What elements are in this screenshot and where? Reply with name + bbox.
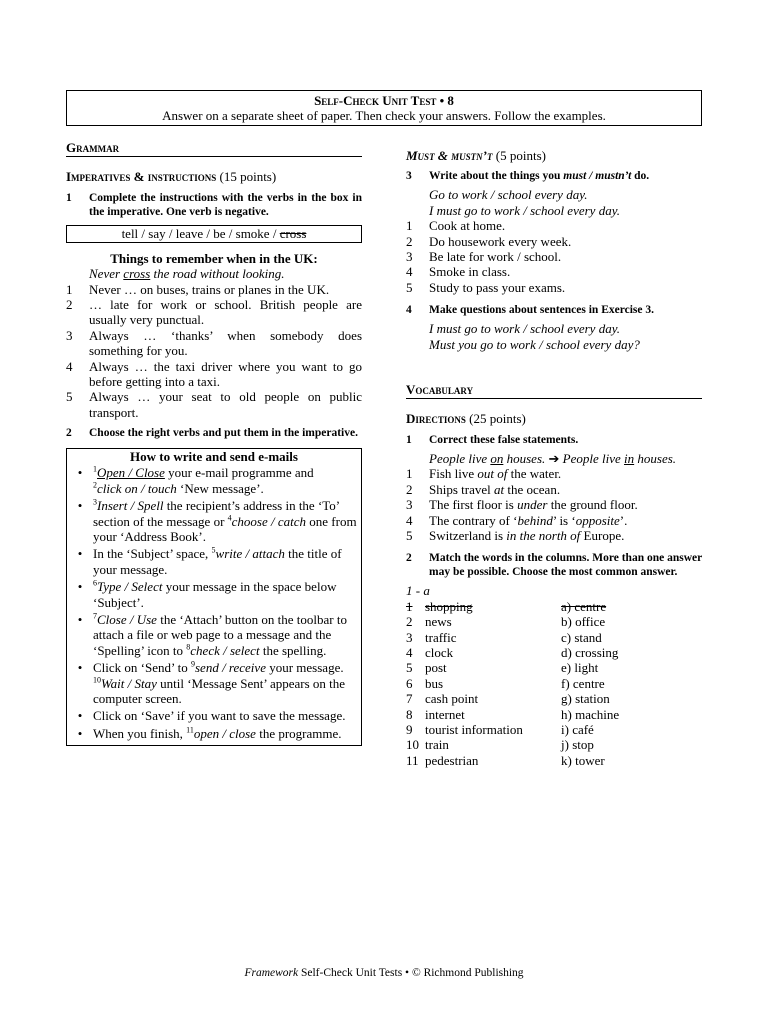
text: your message in the space below ‘Subject’. (93, 579, 337, 610)
text: Fish live (429, 466, 478, 482)
right-word: f) centre (561, 675, 605, 691)
right-word: e) light (561, 660, 599, 676)
exercise-number: 2 (66, 427, 72, 440)
bullet-icon: • (77, 465, 83, 481)
list-item (406, 482, 702, 497)
instruction-text: Complete the instructions with the verbs in the box in the imperative. One verb is negative. (89, 191, 362, 218)
example-line: Must you go to work / school every day? (429, 336, 640, 352)
example-answer: Open / Close (97, 465, 165, 481)
vocab-exercise-2-instruction (406, 551, 702, 579)
text: In the ‘Subject’ space, (93, 546, 212, 562)
gap-number: 6 (93, 578, 97, 588)
test-instructions: Answer on a separate sheet of paper. Then check your answers. Follow the examples. (162, 108, 606, 123)
match-row (406, 753, 702, 768)
directions-title: Directions (406, 411, 466, 427)
must-heading (406, 148, 702, 163)
instruction-text: Correct these false statements. (429, 433, 579, 446)
left-word: cash point (425, 691, 479, 707)
left-column (66, 140, 362, 746)
bullet-item (67, 708, 361, 723)
text: Ships travel (429, 481, 494, 497)
item-text: Study to pass your exams. (429, 279, 566, 295)
list-item (66, 297, 362, 328)
bullet-text (93, 708, 361, 723)
match-row (406, 660, 702, 675)
exercise-number: 3 (406, 170, 412, 183)
gap-number: 7 (93, 611, 97, 621)
match-row (406, 676, 702, 691)
right-word: j) stop (561, 737, 594, 753)
bullet-icon: • (77, 725, 83, 741)
text: at (494, 481, 505, 497)
exercise-1-instruction (66, 191, 362, 219)
text: your message. (265, 660, 344, 676)
text: ’ is ‘ (552, 512, 576, 528)
bullet-text (93, 726, 361, 741)
left-word: shopping (425, 598, 473, 614)
text: When you finish, (93, 725, 187, 741)
choice: send / receive (194, 660, 266, 676)
gap-number: 4 (227, 513, 232, 523)
text: behind (517, 512, 553, 528)
text: Click on ‘Save’ if you want to save the message. (93, 708, 346, 724)
text: The first floor is (429, 497, 518, 513)
bullet-item (67, 579, 361, 610)
instruction-text (429, 169, 702, 183)
exercise-2-instruction (66, 426, 362, 440)
list-item (66, 359, 362, 390)
item-text (429, 528, 702, 543)
verb-list: tell / say / leave / be / smoke / (121, 225, 280, 241)
text: your e-mail programme and (164, 465, 314, 481)
choice: check / select (190, 642, 260, 658)
row-number: 9 (406, 721, 413, 737)
example-line (406, 451, 702, 466)
match-row (406, 645, 702, 660)
right-word: g) station (561, 691, 610, 707)
example-line: I must go to work / school every day. (429, 202, 620, 218)
row-number: 1 (406, 598, 413, 614)
test-title: Self-Check Unit Test • 8 (314, 93, 454, 108)
text: opposite (575, 512, 620, 528)
text: ’. (619, 512, 628, 528)
left-word: train (425, 737, 449, 753)
row-number: 6 (406, 675, 413, 691)
text: do. (631, 170, 650, 183)
match-row (406, 691, 702, 706)
bullet-icon: • (77, 498, 83, 514)
match-row (406, 737, 702, 752)
bullet-item (67, 498, 361, 544)
text: Write about the things you (429, 170, 564, 183)
header-box (66, 90, 702, 126)
list-item (406, 466, 702, 481)
item-text: Always … your seat to old people on public transport. (89, 389, 362, 420)
list-item (406, 234, 702, 249)
instruction-text: Make questions about sentences in Exercise 3. (429, 304, 654, 317)
list-item (406, 218, 702, 233)
row-number: 10 (406, 737, 419, 753)
arrow-icon: ➔ (545, 450, 563, 466)
bullet-item (67, 660, 361, 706)
footer (0, 966, 768, 981)
match-rows (406, 614, 702, 768)
left-word: news (425, 614, 452, 630)
item-number: 5 (406, 279, 413, 295)
left-word: traffic (425, 629, 457, 645)
choice: choose / catch (231, 513, 307, 529)
choice: click on / touch (97, 480, 177, 496)
right-word: i) café (561, 721, 594, 737)
right-word: b) office (561, 614, 606, 630)
item-text: Do housework every week. (429, 233, 572, 249)
match-row (406, 707, 702, 722)
right-column (406, 148, 702, 768)
text: People live (562, 450, 625, 466)
text: the ‘Attach’ button on the toolbar to attach a file or web page to a message and the ‘Spelling’ icon to (93, 611, 347, 658)
left-word: bus (425, 675, 444, 691)
vocabulary-heading: Vocabulary (406, 382, 702, 399)
item-number: 3 (406, 497, 413, 513)
text: the ground floor. (547, 497, 638, 513)
bullet-icon: • (77, 611, 83, 627)
choice: Wait / Stay (101, 675, 157, 691)
email-box-title: How to write and send e-mails (130, 449, 298, 465)
list-item (406, 528, 702, 543)
text: houses. (503, 450, 546, 466)
item-text (429, 466, 702, 481)
left-word: pedestrian (425, 752, 479, 768)
things-to-remember-title: Things to remember when in the UK: (110, 250, 318, 266)
left-word: clock (425, 644, 454, 660)
directions-heading (406, 411, 702, 426)
item-text: Be late for work / school. (429, 249, 562, 265)
item-number: 4 (66, 358, 73, 374)
row-number: 4 (406, 644, 413, 660)
text: The contrary of ‘ (429, 512, 518, 528)
choice: Close / Use (97, 611, 157, 627)
row-number: 7 (406, 691, 413, 707)
row-number: 5 (406, 660, 413, 676)
item-text: Cook at home. (429, 218, 506, 234)
gap-number: 9 (190, 659, 195, 669)
example-text: the road without looking. (150, 266, 285, 282)
text: the spelling. (259, 642, 327, 658)
bullet-text (93, 579, 361, 610)
right-word: a) centre (561, 598, 607, 614)
item-number: 1 (406, 466, 413, 482)
item-number: 5 (66, 389, 73, 405)
bullet-text (93, 498, 361, 544)
exercise-number: 2 (406, 552, 412, 565)
item-number: 1 (406, 218, 413, 234)
example-text: Never (89, 266, 124, 282)
grammar-heading: Grammar (66, 140, 362, 157)
bullet-icon: • (77, 546, 83, 562)
bullet-item (67, 726, 361, 741)
example-underlined: cross (123, 266, 151, 282)
vocab-exercise-1-instruction (406, 433, 702, 447)
exercise-1-example (66, 266, 362, 281)
match-example: 1 - a (406, 583, 430, 599)
footer-text: Self-Check Unit Tests • © Richmond Publishing (298, 967, 524, 979)
item-text (429, 513, 702, 528)
match-row (406, 630, 702, 645)
text: People live (429, 450, 491, 466)
item-text: Always … ‘thanks’ when somebody does something for you. (89, 327, 362, 359)
text: ‘New message’. (176, 480, 264, 496)
item-text: Never … on buses, trains or planes in the UK. (89, 281, 330, 297)
bullet-text (93, 612, 361, 658)
text: Switzerland is (429, 527, 507, 543)
left-word: tourist information (425, 721, 523, 737)
bullet-icon: • (77, 579, 83, 595)
text: must / mustn’t (563, 170, 632, 183)
gap-number: 10 (93, 675, 101, 685)
text: until ‘Message Sent’ appears on the computer screen. (93, 675, 346, 706)
exercise-number: 4 (406, 304, 412, 317)
bullet-item (67, 465, 361, 496)
list-item (66, 389, 362, 420)
text: Click on ‘Send’ to (93, 660, 191, 676)
choice: Insert / Spell (97, 498, 164, 514)
example-line: I must go to work / school every day. (429, 321, 620, 337)
imperatives-points: (15 points) (219, 169, 277, 185)
verb-box (66, 225, 362, 243)
gap-number: 5 (211, 545, 216, 555)
match-row (406, 614, 702, 629)
row-number: 3 (406, 629, 413, 645)
match-row (406, 599, 702, 614)
list-item (406, 513, 702, 528)
text: in the north of (506, 527, 581, 543)
item-number: 2 (66, 297, 73, 313)
text: under (517, 497, 548, 513)
bullet-icon: • (77, 708, 83, 724)
item-number: 5 (406, 527, 413, 543)
text: the recipient’s address in the ‘To’ section of the message or (93, 498, 340, 529)
item-text: … late for work or school. British people are usually very punctual. (89, 297, 362, 328)
imperatives-heading (66, 169, 362, 184)
list-item (66, 328, 362, 359)
text: one from your ‘Address Book’. (93, 513, 357, 544)
list-item (406, 280, 702, 295)
right-word: d) crossing (561, 644, 619, 660)
text: Europe. (580, 527, 625, 543)
item-text (429, 482, 702, 497)
item-number: 3 (406, 249, 413, 265)
example-line: Go to work / school every day. (429, 187, 588, 203)
text: on (490, 450, 504, 466)
text: the ocean. (504, 481, 561, 497)
item-number: 3 (66, 327, 73, 343)
item-number: 4 (406, 264, 413, 280)
exercise-3-instruction (406, 169, 702, 183)
choice: open / close (193, 725, 256, 741)
struck-verb: cross (279, 225, 307, 241)
instruction-text: Match the words in the columns. More than one answer may be possible. Choose the most common answer. (429, 552, 703, 579)
directions-points: (25 points) (469, 411, 526, 427)
footer-brand: Framework (244, 967, 299, 979)
item-text: Smoke in class. (429, 264, 511, 280)
text: the water. (507, 466, 562, 482)
right-word: h) machine (561, 706, 620, 722)
gap-number: 2 (93, 480, 97, 490)
gap-number: 3 (93, 497, 97, 507)
exercise-number: 1 (406, 433, 412, 446)
exercise-number: 1 (66, 191, 72, 204)
email-instructions-box (66, 448, 362, 746)
row-number: 8 (406, 706, 413, 722)
imperatives-title: Imperatives & instructions (66, 169, 217, 185)
text: out of (477, 466, 508, 482)
bullet-item (67, 612, 361, 658)
list-item (406, 249, 702, 264)
gap-number: 1 (93, 464, 97, 474)
gap-number: 8 (186, 642, 191, 652)
item-number: 4 (406, 512, 413, 528)
bullet-text (93, 465, 361, 496)
list-item (406, 497, 702, 512)
must-title: Must & mustn’t (406, 148, 493, 163)
item-number: 1 (66, 281, 73, 297)
match-row (406, 722, 702, 737)
list-item (66, 282, 362, 297)
text: the programme. (255, 725, 342, 741)
item-number: 2 (406, 481, 413, 497)
text: houses. (634, 450, 677, 466)
choice: Type / Select (97, 579, 163, 595)
item-text: Always … the taxi driver where you want to go before getting into a taxi. (89, 358, 362, 390)
item-number: 2 (406, 233, 413, 249)
text: the title of your message. (93, 546, 342, 577)
text: in (624, 450, 635, 466)
must-points: (5 points) (495, 148, 546, 163)
bullet-item (67, 546, 361, 577)
exercise-4-instruction (406, 303, 702, 317)
row-number: 11 (406, 752, 419, 768)
row-number: 2 (406, 614, 413, 630)
right-word: k) tower (561, 752, 605, 768)
left-word: internet (425, 706, 465, 722)
item-text (429, 497, 702, 512)
list-item (406, 264, 702, 279)
bullet-text (93, 546, 361, 577)
bullet-text (93, 660, 361, 706)
right-word: c) stand (561, 629, 602, 645)
choice: write / attach (215, 546, 285, 562)
left-word: post (425, 660, 447, 676)
gap-number: 11 (186, 725, 194, 735)
bullet-icon: • (77, 660, 83, 676)
instruction-text: Choose the right verbs and put them in the imperative. (89, 427, 358, 440)
